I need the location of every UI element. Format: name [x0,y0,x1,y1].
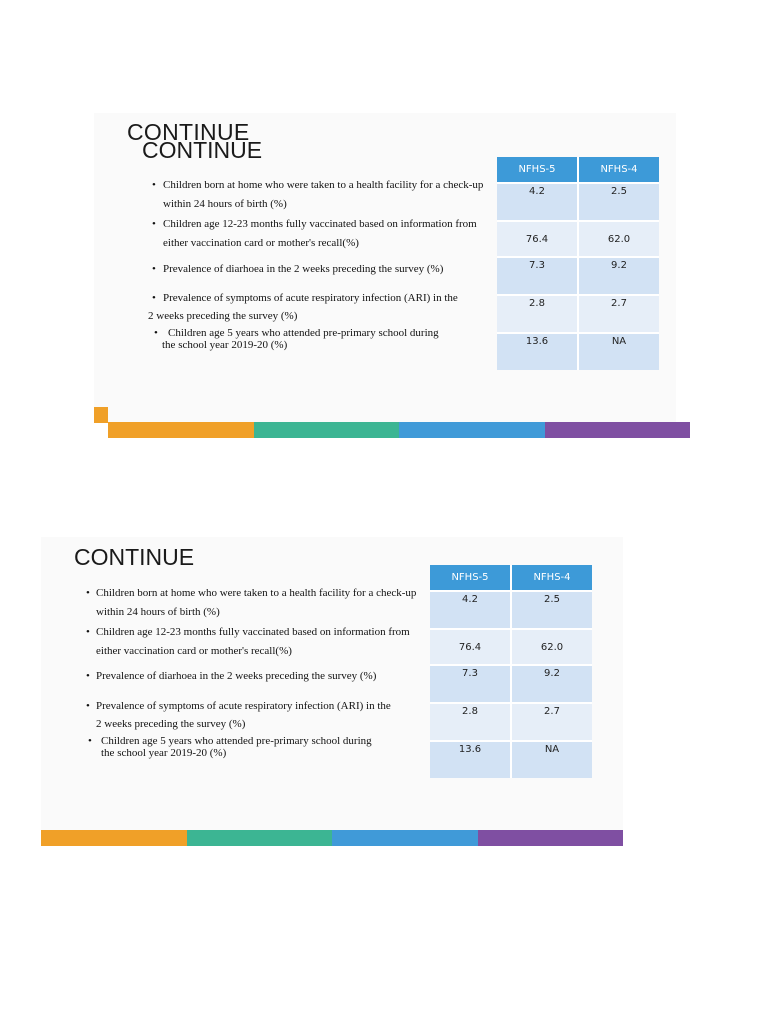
footer-segment-orange [108,422,254,438]
list-item-text: Children age 12-23 months fully vaccinated based on information from [96,626,410,638]
table-row [430,629,592,665]
table-row [497,257,659,295]
table-row [497,333,659,370]
bullet-icon: • [86,626,90,638]
column-header-nfhs-5: NFHS-5 [430,565,511,591]
table-row [497,295,659,333]
bullet-icon: • [154,327,158,339]
table-cell: 2.7 [511,703,592,741]
table-row [430,741,592,778]
table-row [430,665,592,703]
table-cell: 2.8 [497,295,578,333]
table-cell: 7.3 [430,665,511,703]
list-item-text: Prevalence of diarhoea in the 2 weeks preceding the survey (%) [96,670,377,682]
list-item-text: Prevalence of diarhoea in the 2 weeks preceding the survey (%) [163,263,444,275]
table-cell: 13.6 [497,333,578,370]
slide-title-clipped: CONTINUE [127,119,250,145]
list-item-text: Children age 5 years who attended pre-primary school during [168,327,439,339]
table-cell: 2.8 [430,703,511,741]
list-item-text: Prevalence of symptoms of acute respiratory infection (ARI) in the [163,292,458,304]
table-row [497,183,659,221]
color-footer-bar [108,422,690,438]
list-item-text: either vaccination card or mother's recall(%) [96,645,292,657]
list-item-text: Children born at home who were taken to a health facility for a check-up [163,179,484,191]
column-header-nfhs-4: NFHS-4 [578,157,659,183]
table-row [430,591,592,629]
table-cell: 13.6 [430,741,511,778]
list-item-text: the school year 2019-20 (%) [162,339,288,351]
slide-2 [41,537,623,831]
nfhs-comparison-table [497,157,659,370]
table-cell: 62.0 [578,221,659,257]
list-item-text: the school year 2019-20 (%) [101,747,227,759]
bullet-icon: • [86,700,90,712]
bullet-icon: • [152,263,156,275]
table-cell: 76.4 [497,221,578,257]
list-item-text: 2 weeks preceding the survey (%) [148,310,298,322]
table-row [430,703,592,741]
table-cell: 9.2 [578,257,659,295]
footer-segment-orange [41,830,187,846]
table-cell: 76.4 [430,629,511,665]
slide-title: CONTINUE [74,544,195,570]
column-header-nfhs-5: NFHS-5 [497,157,578,183]
bullet-icon: • [88,735,92,747]
list-item-text: Children age 5 years who attended pre-primary school during [101,735,372,747]
table-cell: NA [511,741,592,778]
table-cell: 7.3 [497,257,578,295]
list-item-text: within 24 hours of birth (%) [163,198,287,210]
column-header-nfhs-4: NFHS-4 [511,565,592,591]
table-cell: 2.7 [578,295,659,333]
bullet-icon: • [86,670,90,682]
table-header-row [497,157,659,183]
list-item-text: Children born at home who were taken to a health facility for a check-up [96,587,417,599]
bullet-icon: • [152,292,156,304]
table-row [497,221,659,257]
footer-segment-blue [399,422,545,438]
bullet-icon: • [86,587,90,599]
accent-square [94,407,108,423]
list-item-text: Prevalence of symptoms of acute respiratory infection (ARI) in the [96,700,391,712]
bullet-icon: • [152,218,156,230]
table-cell: NA [578,333,659,370]
color-footer-bar [41,830,623,846]
footer-segment-purple [478,830,624,846]
table-cell: 62.0 [511,629,592,665]
slide-1 [94,113,676,423]
footer-segment-teal [187,830,333,846]
bullet-icon: • [152,179,156,191]
table-cell: 2.5 [578,183,659,221]
table-cell: 2.5 [511,591,592,629]
list-item-text: within 24 hours of birth (%) [96,606,220,618]
footer-segment-blue [332,830,478,846]
list-item-text: 2 weeks preceding the survey (%) [96,718,246,730]
footer-segment-purple [545,422,691,438]
nfhs-comparison-table [430,565,592,778]
list-item-text: Children age 12-23 months fully vaccinated based on information from [163,218,477,230]
table-cell: 4.2 [497,183,578,221]
table-cell: 9.2 [511,665,592,703]
table-cell: 4.2 [430,591,511,629]
footer-segment-teal [254,422,400,438]
list-item-text: either vaccination card or mother's recall(%) [163,237,359,249]
table-header-row [430,565,592,591]
slide-title: CONTINUE [142,137,263,163]
